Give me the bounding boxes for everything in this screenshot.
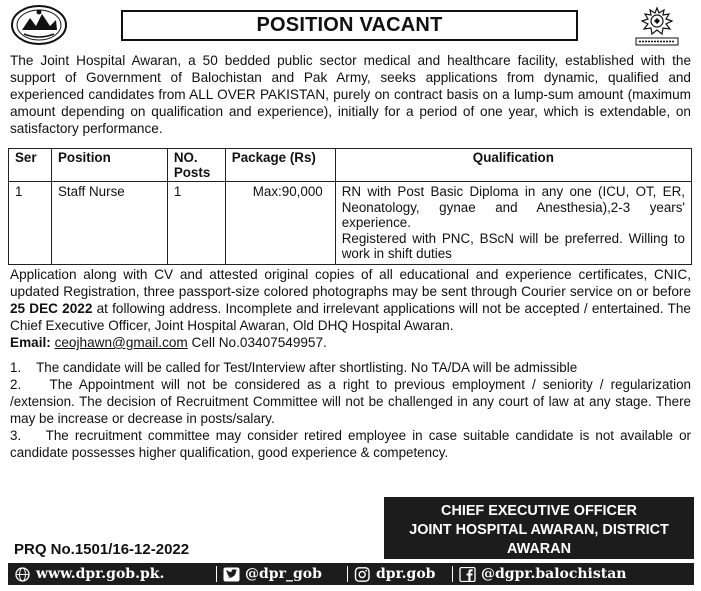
header-position: Position: [51, 149, 167, 182]
header-ser: Ser: [9, 149, 52, 182]
joint-hospital-awaran-emblem-icon: [628, 4, 686, 46]
twitter-icon: [223, 567, 240, 582]
instagram-text: dpr.gob: [376, 566, 436, 582]
footer-twitter[interactable]: [217, 563, 347, 585]
footer-facebook[interactable]: [453, 563, 632, 585]
footer-bar: [8, 563, 694, 585]
balochistan-emblem-icon: [10, 4, 68, 46]
email-label: Email:: [10, 335, 51, 350]
header-posts-line1: NO.: [173, 150, 198, 165]
facebook-text: @dgpr.balochistan: [481, 566, 627, 582]
website-text: www.dpr.gob.pk.: [36, 566, 165, 582]
qualification-line-2: Registered with PNC, BScN will be preferred. Willing to work in shift duties: [341, 230, 685, 261]
header-package: Package (Rs): [225, 149, 335, 182]
list-item: [10, 376, 691, 427]
vacancy-table: [8, 148, 692, 265]
application-text-before: Application along with CV and attested original copies of all educational and experience certificates, CNIC, updated Registration, three passport-size colored photographs may be sent through Courier service on or before: [10, 267, 691, 299]
table-row: [9, 182, 692, 265]
cell-posts: 1: [167, 182, 225, 265]
note-number: 3.: [10, 428, 22, 443]
note-text: The Appointment will not be considered as a right to previous employment / seniority / regularization /extension. The decision of Recruitment Committee will not be challenged in any court of law at any stage. There may be increase or decrease in posts/salary.: [10, 377, 691, 426]
signature-block: [384, 497, 694, 559]
header-posts-line2: Posts: [173, 165, 211, 180]
globe-icon: [14, 567, 31, 582]
page-title: POSITION VACANT: [121, 10, 578, 41]
twitter-text: @dpr_gob: [245, 566, 322, 582]
header-posts: [167, 149, 225, 182]
table-header-row: [9, 149, 692, 182]
signature-line-1: CHIEF EXECUTIVE OFFICER: [441, 503, 637, 519]
intro-paragraph: The Joint Hospital Awaran, a 50 bedded public sector medical and healthcare facility, established with the support of Government of Balochistan and Pak Army, seeks applications from dynamic, qualified and experienced candidates from ALL OVER PAKISTAN, purely on contract basis on a lump-sum amount (maximum amount depending on qualification and experience), initially for a period of one year, which is extendable, on satisfactory performance.: [10, 53, 691, 136]
application-deadline: 25 DEC 2022: [10, 301, 93, 316]
cell-ser: 1: [9, 182, 52, 265]
email-link[interactable]: ceojhawn@gmail.com: [54, 335, 188, 350]
cell-position: Staff Nurse: [51, 182, 167, 265]
application-text-after: at following address. Incomplete and irrelevant applications will not be accepted / entertained. The Chief Executive Officer, Joint Hospital Awaran, Old DHQ Hospital Awaran.: [10, 301, 691, 333]
note-number: 1.: [10, 360, 22, 375]
note-text: The candidate will be called for Test/Interview after shortlisting. No TA/DA will be admissible: [36, 360, 578, 375]
list-item: [10, 359, 691, 376]
signature-line-2: JOINT HOSPITAL AWARAN, DISTRICT: [409, 522, 669, 538]
notes-list: [10, 359, 691, 461]
footer-instagram[interactable]: [348, 563, 452, 585]
prq-number: PRQ No.1501/16-12-2022: [14, 541, 190, 558]
footer-website[interactable]: [8, 563, 216, 585]
header-qualification: Qualification: [335, 149, 691, 182]
cell-number: Cell No.03407549957.: [191, 335, 327, 350]
note-text: The recruitment committee may consider retired employee in case suitable candidate is not available or candidate possesses higher qualification, good experience & competency.: [10, 428, 691, 460]
facebook-icon: [459, 567, 476, 582]
application-instructions: [10, 266, 691, 351]
instagram-icon: [354, 567, 371, 582]
note-number: 2.: [10, 377, 22, 392]
qualification-line-1: RN with Post Basic Diploma in any one (ICU, OT, ER, Neonatology, gynae and Anesthesia),2-3 years' experience.: [341, 184, 685, 230]
cell-qualification: [335, 182, 691, 265]
signature-line-3: AWARAN: [507, 541, 571, 557]
cell-package: Max:90,000: [225, 182, 335, 265]
list-item: [10, 427, 691, 461]
